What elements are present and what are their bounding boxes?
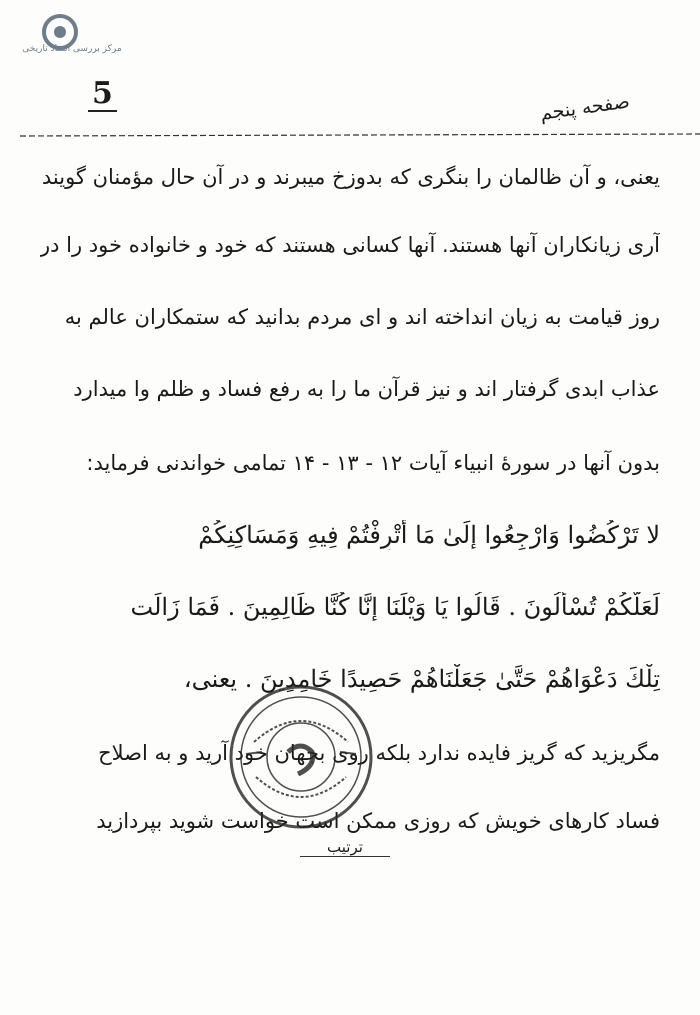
page-label: صفحه پنجم: [538, 90, 631, 125]
body-line-3: روز قیامت به زیان انداخته اند و ای مردم بدانید که ستمکاران عالم به: [64, 305, 660, 329]
body-line-10: فساد کارهای خویش که روزی ممکن است خواست شوید بپردازید: [96, 809, 660, 833]
signature: ترتیب: [300, 838, 390, 857]
body-line-6: لا تَرْکُضُوا وَارْجِعُوا إِلَىٰ مَا أُتْرِفْتُمْ فِيهِ وَمَسَاكِنِكُمْ: [198, 521, 660, 549]
dashed-rule-line: [20, 128, 700, 142]
body-line-7: لَعَلَّكُمْ تُسْأَلُونَ . قَالُوا يَا وَيْلَنَا إِنَّا كُنَّا ظَالِمِينَ . فَمَا زَالَت: [130, 593, 660, 621]
body-line-1: یعنی، و آن ظالمان را بنگری که بدوزخ میبرند و در آن حال مؤمنان گویند: [41, 165, 660, 189]
archive-watermark-text: مرکز بررسی اسناد تاریخی: [22, 44, 122, 54]
body-line-4: عذاب ابدی گرفتار ‌اند و نیز قرآن ما را به رفع فساد و ظلم وا میدارد: [73, 377, 660, 401]
official-seal-stamp: [226, 682, 376, 832]
body-line-8: تِلْكَ دَعْوَاهُمْ حَتَّىٰ جَعَلْنَاهُمْ حَصِيدًا خَامِدِينَ . یعنی،: [183, 665, 660, 693]
body-line-5: بدون آنها در سورۀ انبیاء آیات ۱۲ - ۱۳ - ۱۴ تمامی خواندنی فرماید:: [86, 451, 660, 475]
page-number: 5: [88, 78, 117, 112]
body-line-2: آری زیانکاران آنها هستند. آنها کسانی هستند که خود و خانواده خود را در: [40, 233, 660, 257]
body-line-9: مگریزید که گریز فایده ندارد بلکه روی بجهان خود آرید و به اصلاح: [98, 741, 660, 765]
